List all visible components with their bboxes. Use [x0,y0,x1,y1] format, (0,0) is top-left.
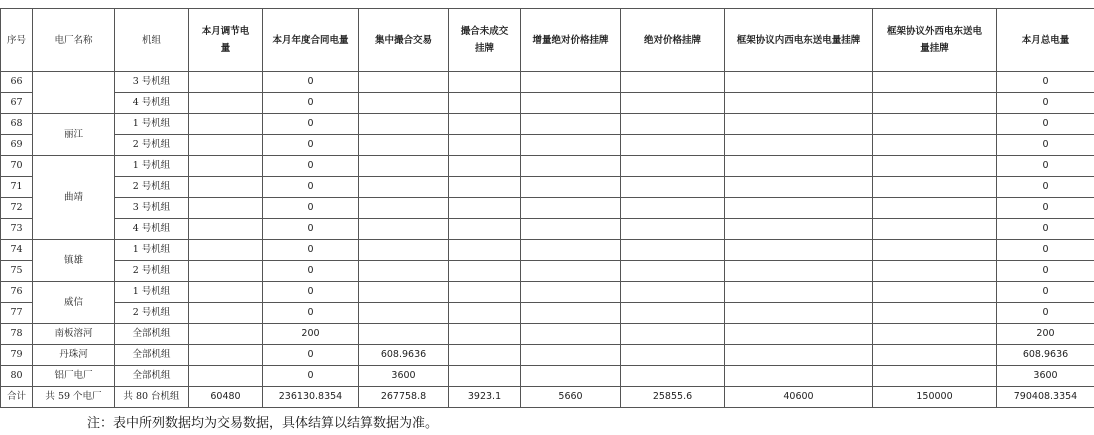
row-framework-out [873,282,997,303]
row-unmatched [449,240,521,261]
row-adjust [189,324,263,345]
row-adjust [189,303,263,324]
row-framework-in [725,219,873,240]
row-unmatched [449,324,521,345]
row-incremental-abs [521,198,621,219]
header-unmatched-listing: 撮合未成交挂牌 [449,9,521,72]
totals-centralized-trading: 267758.8 [359,387,449,408]
row-framework-in [725,345,873,366]
row-seq: 75 [1,261,33,282]
header-unit: 机组 [115,9,189,72]
plant-name-cell: 镇雄 [33,240,115,282]
row-unit: 1 号机组 [115,114,189,135]
row-centralized [359,114,449,135]
row-unmatched [449,261,521,282]
row-total: 0 [997,135,1094,156]
row-adjust [189,114,263,135]
row-absolute [621,177,725,198]
row-total: 0 [997,198,1094,219]
table-body [1,72,1094,387]
row-total: 3600 [997,366,1094,387]
row-total: 0 [997,219,1094,240]
totals-monthly-total: 790408.3354 [997,387,1094,408]
row-seq: 80 [1,366,33,387]
row-incremental-abs [521,135,621,156]
row-centralized [359,93,449,114]
row-framework-in [725,240,873,261]
row-annual-contract: 0 [263,282,359,303]
row-adjust [189,93,263,114]
row-unit: 2 号机组 [115,303,189,324]
row-unmatched [449,366,521,387]
table-row [1,261,1094,282]
row-centralized [359,240,449,261]
row-annual-contract: 0 [263,240,359,261]
header-row [1,9,1094,72]
row-annual-contract: 0 [263,135,359,156]
row-framework-out [873,345,997,366]
table-row [1,156,1094,177]
row-framework-in [725,135,873,156]
trading-volume-table [0,8,1094,408]
row-incremental-abs [521,156,621,177]
row-adjust [189,156,263,177]
row-adjust [189,345,263,366]
row-centralized [359,135,449,156]
row-incremental-abs [521,240,621,261]
row-total: 0 [997,114,1094,135]
row-annual-contract: 0 [263,156,359,177]
row-total: 0 [997,93,1094,114]
plant-name-cell: 南板溶河 [33,324,115,345]
row-adjust [189,282,263,303]
row-annual-contract: 0 [263,198,359,219]
header-monthly-total: 本月总电量 [997,9,1094,72]
row-unmatched [449,219,521,240]
row-unmatched [449,303,521,324]
header-adjust-volume: 本月调节电量 [189,9,263,72]
row-centralized [359,198,449,219]
row-framework-out [873,198,997,219]
table-row [1,177,1094,198]
row-seq: 73 [1,219,33,240]
row-framework-out [873,366,997,387]
plant-name-cell: 曲靖 [33,156,115,240]
row-absolute [621,366,725,387]
row-framework-out [873,240,997,261]
row-incremental-abs [521,345,621,366]
row-framework-out [873,303,997,324]
table-row [1,324,1094,345]
totals-plant-count: 共 59 个电厂 [33,387,115,408]
row-absolute [621,345,725,366]
plant-name-cell: 铝厂电厂 [33,366,115,387]
row-annual-contract: 0 [263,366,359,387]
row-seq: 68 [1,114,33,135]
row-incremental-abs [521,72,621,93]
row-unmatched [449,93,521,114]
row-adjust [189,366,263,387]
row-framework-out [873,135,997,156]
header-framework-in: 框架协议内西电东送电量挂牌 [725,9,873,72]
plant-name-cell [33,72,115,114]
row-annual-contract: 0 [263,114,359,135]
row-unit: 1 号机组 [115,240,189,261]
row-framework-out [873,219,997,240]
totals-absolute-price: 25855.6 [621,387,725,408]
row-framework-out [873,177,997,198]
row-unit: 2 号机组 [115,261,189,282]
row-adjust [189,240,263,261]
totals-adjust-volume: 60480 [189,387,263,408]
row-seq: 74 [1,240,33,261]
table-row [1,303,1094,324]
row-unmatched [449,114,521,135]
header-seq: 序号 [1,9,33,72]
totals-incremental-absolute-price: 5660 [521,387,621,408]
table-row [1,366,1094,387]
row-absolute [621,324,725,345]
row-seq: 71 [1,177,33,198]
row-total: 0 [997,282,1094,303]
table-row [1,93,1094,114]
row-framework-in [725,114,873,135]
row-unmatched [449,177,521,198]
totals-unmatched-listing: 3923.1 [449,387,521,408]
table-footnote: 注：表中所列数据均为交易数据，具体结算以结算数据为准。 [87,416,439,431]
row-centralized [359,156,449,177]
table-row [1,345,1094,366]
row-seq: 66 [1,72,33,93]
row-total: 0 [997,156,1094,177]
row-seq: 77 [1,303,33,324]
totals-annual-contract: 236130.8354 [263,387,359,408]
row-adjust [189,219,263,240]
row-adjust [189,135,263,156]
row-total: 608.9636 [997,345,1094,366]
row-unit: 全部机组 [115,324,189,345]
row-framework-in [725,72,873,93]
row-centralized [359,303,449,324]
row-unit: 3 号机组 [115,198,189,219]
row-annual-contract: 0 [263,261,359,282]
row-incremental-abs [521,261,621,282]
row-adjust [189,177,263,198]
row-unmatched [449,282,521,303]
row-absolute [621,93,725,114]
row-seq: 72 [1,198,33,219]
row-adjust [189,261,263,282]
row-unit: 2 号机组 [115,177,189,198]
row-incremental-abs [521,303,621,324]
row-unit: 1 号机组 [115,156,189,177]
table-row [1,198,1094,219]
totals-seq: 合计 [1,387,33,408]
row-absolute [621,219,725,240]
row-centralized [359,282,449,303]
header-incremental-absolute-price: 增量绝对价格挂牌 [521,9,621,72]
row-framework-out [873,261,997,282]
row-total: 0 [997,261,1094,282]
table-row [1,240,1094,261]
header-centralized-trading: 集中撮合交易 [359,9,449,72]
table-row [1,72,1094,93]
row-incremental-abs [521,177,621,198]
row-framework-in [725,303,873,324]
row-framework-in [725,177,873,198]
row-incremental-abs [521,366,621,387]
row-unit: 全部机组 [115,345,189,366]
row-annual-contract: 0 [263,72,359,93]
row-incremental-abs [521,93,621,114]
row-unit: 全部机组 [115,366,189,387]
header-plant-name: 电厂名称 [33,9,115,72]
row-total: 0 [997,72,1094,93]
row-absolute [621,135,725,156]
row-adjust [189,72,263,93]
row-annual-contract: 0 [263,93,359,114]
row-incremental-abs [521,114,621,135]
header-framework-out: 框架协议外西电东送电量挂牌 [873,9,997,72]
row-seq: 70 [1,156,33,177]
row-unit: 4 号机组 [115,93,189,114]
table-row [1,282,1094,303]
row-absolute [621,261,725,282]
totals-framework-in: 40600 [725,387,873,408]
row-centralized [359,219,449,240]
table-row [1,114,1094,135]
row-framework-in [725,156,873,177]
row-seq: 78 [1,324,33,345]
row-unmatched [449,72,521,93]
row-absolute [621,240,725,261]
plant-name-cell: 威信 [33,282,115,324]
plant-name-cell: 丹珠河 [33,345,115,366]
row-seq: 79 [1,345,33,366]
row-unit: 4 号机组 [115,219,189,240]
row-centralized [359,261,449,282]
row-unmatched [449,198,521,219]
row-seq: 67 [1,93,33,114]
row-total: 200 [997,324,1094,345]
row-absolute [621,156,725,177]
row-unmatched [449,156,521,177]
row-annual-contract: 200 [263,324,359,345]
row-framework-in [725,324,873,345]
row-annual-contract: 0 [263,219,359,240]
row-framework-in [725,93,873,114]
row-framework-out [873,93,997,114]
table-row [1,219,1094,240]
row-framework-out [873,114,997,135]
row-incremental-abs [521,282,621,303]
row-centralized [359,324,449,345]
row-absolute [621,72,725,93]
totals-unit-count: 共 80 台机组 [115,387,189,408]
row-unit: 1 号机组 [115,282,189,303]
row-annual-contract: 0 [263,303,359,324]
row-centralized: 608.9636 [359,345,449,366]
row-annual-contract: 0 [263,177,359,198]
row-total: 0 [997,240,1094,261]
row-absolute [621,198,725,219]
row-framework-in [725,261,873,282]
table-row [1,135,1094,156]
row-absolute [621,303,725,324]
row-framework-in [725,282,873,303]
row-unit: 3 号机组 [115,72,189,93]
row-incremental-abs [521,324,621,345]
row-framework-in [725,198,873,219]
row-seq: 76 [1,282,33,303]
row-total: 0 [997,303,1094,324]
row-unmatched [449,135,521,156]
row-framework-out [873,72,997,93]
row-centralized: 3600 [359,366,449,387]
row-total: 0 [997,177,1094,198]
row-absolute [621,282,725,303]
row-seq: 69 [1,135,33,156]
row-unit: 2 号机组 [115,135,189,156]
row-absolute [621,114,725,135]
header-annual-contract: 本月年度合同电量 [263,9,359,72]
row-adjust [189,198,263,219]
row-framework-in [725,366,873,387]
header-absolute-price: 绝对价格挂牌 [621,9,725,72]
row-centralized [359,177,449,198]
totals-row [1,387,1094,408]
row-annual-contract: 0 [263,345,359,366]
totals-framework-out: 150000 [873,387,997,408]
row-framework-out [873,324,997,345]
plant-name-cell: 丽江 [33,114,115,156]
row-unmatched [449,345,521,366]
row-incremental-abs [521,219,621,240]
row-framework-out [873,156,997,177]
row-centralized [359,72,449,93]
